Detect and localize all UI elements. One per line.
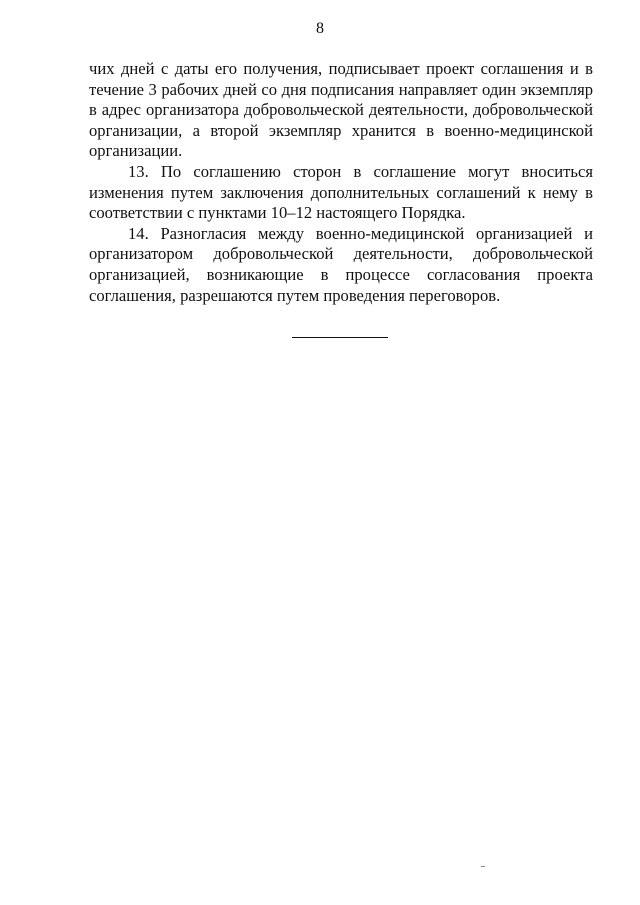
end-of-text-rule — [292, 337, 388, 338]
paragraph-item-13: 13. По соглашению сторон в соглашение могут вноситься изменения путем заключения дополнительных соглашений к нему в соответствии с пунктами 10–12 настоящего Порядка. — [89, 161, 593, 223]
page-number: 8 — [316, 20, 324, 37]
document-body — [89, 59, 593, 306]
scan-speck — [481, 866, 485, 867]
paragraph-continuation: чих дней с даты его получения, подписывает проект соглашения и в течение 3 рабочих дней со дня подписания направляет один экземпляр в адрес организатора добровольческой деятельности, добровольческой организации, а второй экземпляр хранится в военно-медицинской организации. — [89, 59, 593, 161]
paragraph-item-14: 14. Разногласия между военно-медицинской организацией и организатором добровольческой деятельности, добровольческой организацией, возникающие в процессе согласования проекта соглашения, разрешаются путем проведения переговоров. — [89, 223, 593, 305]
